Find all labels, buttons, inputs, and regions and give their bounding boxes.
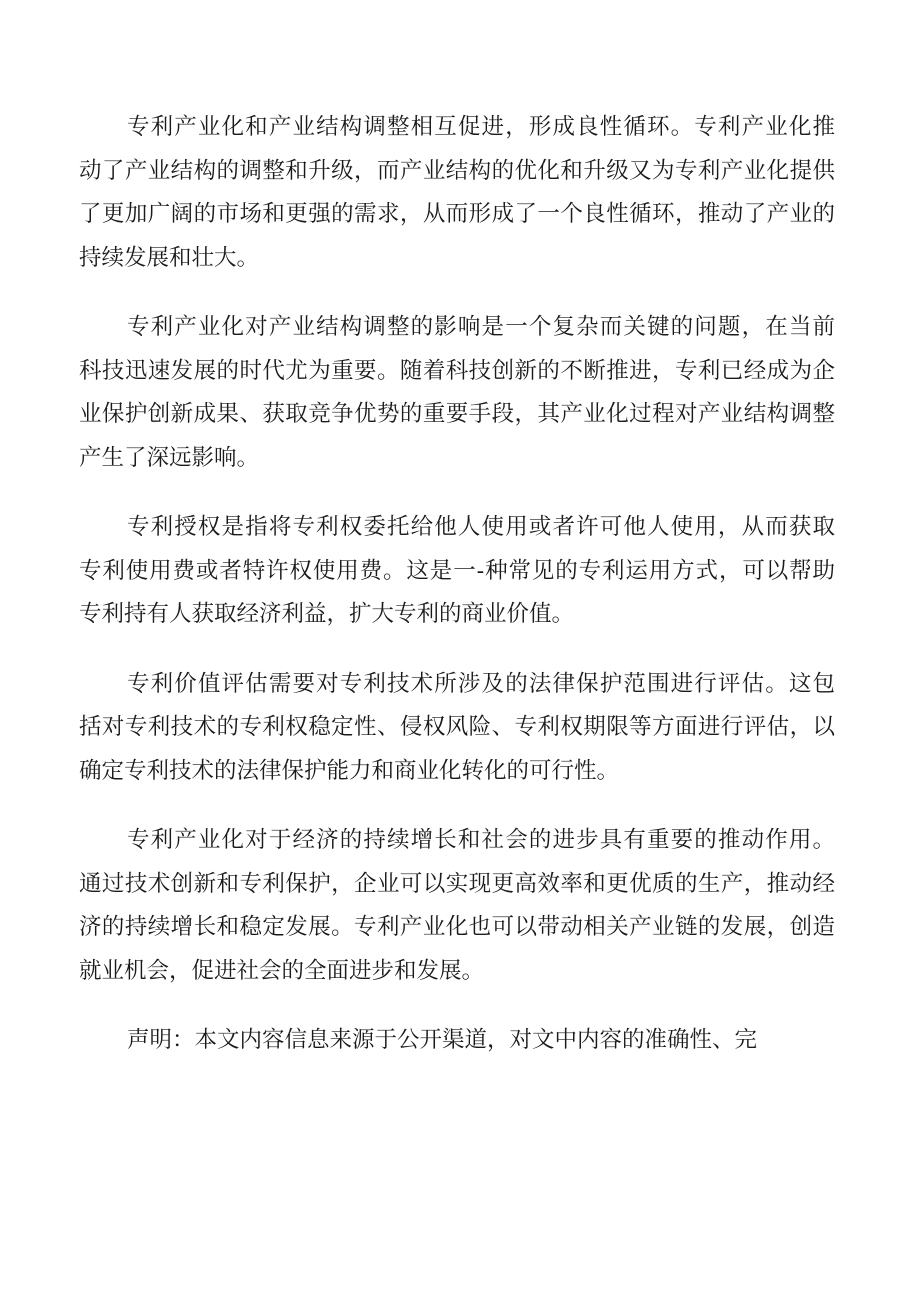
paragraph-line: 了更加广阔的市场和更强的需求，从而形成了一个良性循环，推动了产业的	[79, 201, 835, 227]
paragraph-line: 业保护创新成果、获取竞争优势的重要手段，其产业化过程对产业结构调整	[79, 401, 835, 427]
paragraph-1	[79, 106, 835, 280]
paragraph-line: 专利价值评估需要对专利技术所涉及的法律保护范围进行评估。这包	[127, 670, 835, 697]
paragraph-line: 声明：本文内容信息来源于公开渠道，对文中内容的准确性、完	[127, 1027, 758, 1053]
paragraph-line: 就业机会，促进社会的全面进步和发展。	[79, 957, 485, 984]
paragraph-line: 专利产业化对产业结构调整的影响是一个复杂而关键的问题，在当前	[127, 314, 835, 340]
paragraph-line: 括对专利技术的专利权稳定性、侵权风险、专利权期限等方面进行评估，以	[79, 714, 835, 740]
paragraph-4	[79, 663, 835, 794]
paragraph-5	[79, 819, 835, 993]
paragraph-line: 济的持续增长和稳定发展。专利产业化也可以带动相关产业链的发展，创造	[79, 914, 835, 940]
paragraph-line: 通过技术创新和专利保护，企业可以实现更高效率和更优质的生产，推动经	[79, 870, 835, 897]
paragraph-line: 专利产业化对于经济的持续增长和社会的进步具有重要的推动作用。	[127, 827, 835, 853]
paragraph-line: 专利授权是指将专利权委托给他人使用或者许可他人使用，从而获取	[127, 514, 835, 540]
disclaimer-paragraph	[79, 1019, 835, 1063]
paragraph-line: 专利使用费或者特许权使用费。这是一-种常见的专利运用方式，可以帮助	[79, 557, 835, 584]
paragraph-line: 专利产业化和产业结构调整相互促进，形成良性循环。专利产业化推	[127, 114, 835, 140]
paragraph-line: 专利持有人获取经济利益，扩大专利的商业价值。	[79, 601, 575, 627]
paragraph-line: 科技迅速发展的时代尤为重要。随着科技创新的不断推进，专利已经成为企	[79, 357, 835, 384]
paragraph-line: 持续发展和壮大。	[79, 244, 260, 271]
paragraph-line: 确定专利技术的法律保护能力和商业化转化的可行性。	[79, 757, 620, 784]
document-body	[79, 106, 835, 1089]
paragraph-line: 产生了深远影响。	[79, 444, 260, 471]
paragraph-line: 动了产业结构的调整和升级，而产业结构的优化和升级又为专利产业化提供	[79, 157, 835, 184]
paragraph-2	[79, 306, 835, 480]
paragraph-3	[79, 506, 835, 637]
